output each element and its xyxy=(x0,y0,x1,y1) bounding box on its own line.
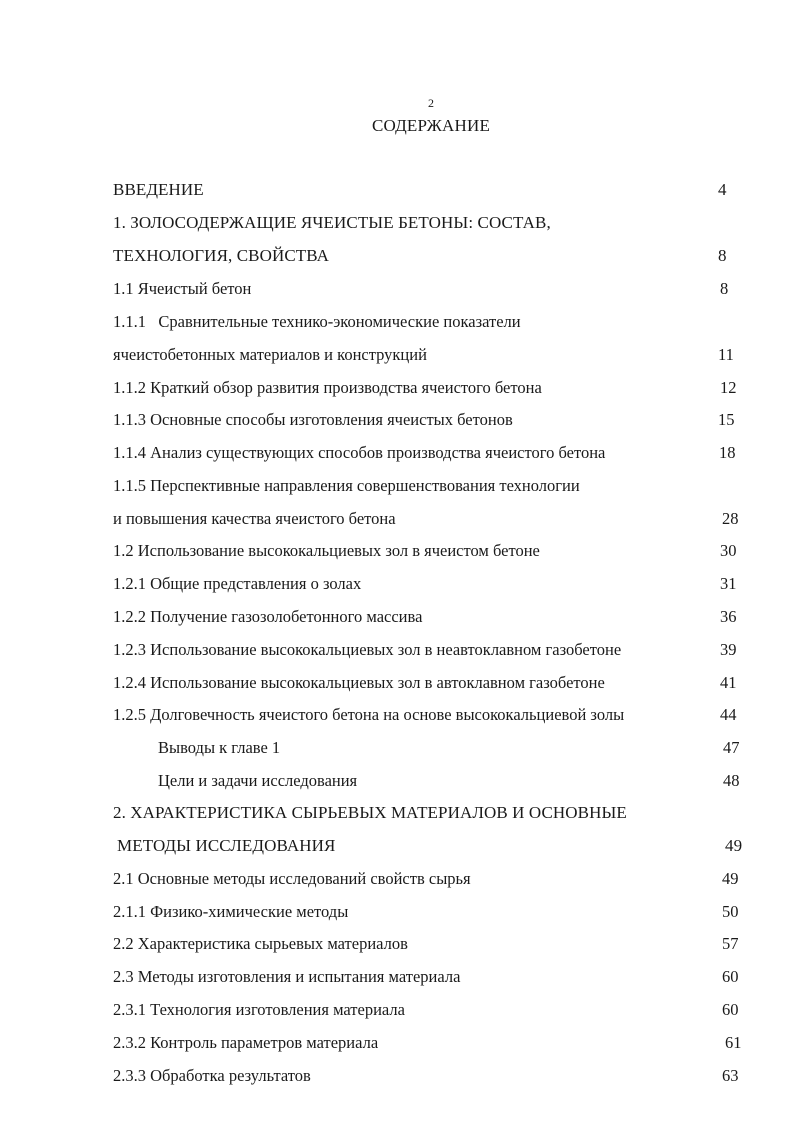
toc-entry xyxy=(0,277,793,301)
toc-entry-text: 1.1.4 Анализ существующих способов производства ячеистого бетона xyxy=(113,443,606,462)
toc-entry xyxy=(0,1064,793,1088)
toc-entry xyxy=(0,998,793,1022)
toc-entry-page: 49 xyxy=(725,836,743,855)
toc-entry-page: 12 xyxy=(720,378,737,397)
toc-entry xyxy=(0,801,793,825)
toc-entry-text: 1. ЗОЛОСОДЕРЖАЩИЕ ЯЧЕИСТЫЕ БЕТОНЫ: СОСТАВ, xyxy=(113,213,551,232)
toc-entry-text: 1.2.5 Долговечность ячеистого бетона на основе высококальциевой золы xyxy=(113,705,625,724)
toc-entry-text: 1.2 Использование высококальциевых зол в ячеистом бетоне xyxy=(113,541,540,560)
toc-entry-text: 2.2 Характеристика сырьевых материалов xyxy=(113,934,408,953)
toc-entry-page: 61 xyxy=(725,1033,742,1052)
toc-entry-page: 50 xyxy=(722,902,739,921)
toc-entry xyxy=(0,310,793,334)
toc-entry-page: 41 xyxy=(720,673,737,692)
toc-entry xyxy=(0,867,793,891)
toc-entry-text: ВВЕДЕНИЕ xyxy=(113,180,204,199)
toc-entry xyxy=(0,769,793,793)
toc-entry xyxy=(0,376,793,400)
toc-entry-page: 8 xyxy=(720,279,729,298)
toc-entry-text: 1.2.3 Использование высококальциевых зол в неавтоклавном газобетоне xyxy=(113,640,622,659)
toc-entry-text: 2.3 Методы изготовления и испытания материала xyxy=(113,967,461,986)
toc-entry-text: 1.1.1 Сравнительные технико-экономические показатели xyxy=(113,312,521,331)
toc-entry-page: 57 xyxy=(722,934,739,953)
toc-entry-text: 2. ХАРАКТЕРИСТИКА СЫРЬЕВЫХ МАТЕРИАЛОВ И ОСНОВНЫЕ xyxy=(113,803,627,822)
toc-entry xyxy=(0,965,793,989)
toc-entry xyxy=(0,736,793,760)
toc-entry-text: 1.1.3 Основные способы изготовления ячеистых бетонов xyxy=(113,410,513,429)
toc-entry-page: 15 xyxy=(718,410,735,429)
toc-entry-text: ячеистобетонных материалов и конструкций xyxy=(113,345,427,364)
toc-entry-text: 1.2.4 Использование высококальциевых зол в автоклавном газобетоне xyxy=(113,673,605,692)
toc-entry xyxy=(0,671,793,695)
toc-entry xyxy=(0,703,793,727)
toc-entry-text: 2.3.1 Технология изготовления материала xyxy=(113,1000,405,1019)
toc-entry xyxy=(0,900,793,924)
toc-entry-text: 1.1 Ячеистый бетон xyxy=(113,279,252,298)
toc-entry-text: 2.1 Основные методы исследований свойств сырья xyxy=(113,869,471,888)
toc-entry-text: 2.3.2 Контроль параметров материала xyxy=(113,1033,379,1052)
toc-entry-page: 28 xyxy=(722,509,739,528)
toc-entry xyxy=(0,605,793,629)
toc-entry-page: 47 xyxy=(723,738,740,757)
toc-entry-text: 1.2.2 Получение газозолобетонного массива xyxy=(113,607,423,626)
toc-entry xyxy=(0,834,793,858)
page-title: СОДЕРЖАНИЕ xyxy=(371,116,491,135)
toc-entry-page: 11 xyxy=(718,345,734,364)
toc-entry-text: ТЕХНОЛОГИЯ, СВОЙСТВА xyxy=(113,246,330,265)
toc-entry-page: 44 xyxy=(720,705,737,724)
toc-entry-text: 1.1.5 Перспективные направления совершенствования технологии xyxy=(113,476,580,495)
toc-entry-page: 60 xyxy=(722,1000,739,1019)
toc-entry xyxy=(0,441,793,465)
toc-entry xyxy=(0,932,793,956)
toc-entry-text: 1.1.2 Краткий обзор развития производства ячеистого бетона xyxy=(113,378,542,397)
toc-entry-page: 31 xyxy=(720,574,737,593)
toc-entry-text: и повышения качества ячеистого бетона xyxy=(113,509,396,528)
page-number: 2 xyxy=(428,96,434,110)
toc-entry-page: 49 xyxy=(722,869,739,888)
toc-entry xyxy=(0,638,793,662)
toc-entry-page: 60 xyxy=(722,967,739,986)
toc-entry-text: Выводы к главе 1 xyxy=(158,738,281,757)
toc-entry-page: 8 xyxy=(718,246,727,265)
toc-entry-page: 18 xyxy=(719,443,736,462)
toc-entry-text: 2.1.1 Физико-химические методы xyxy=(113,902,349,921)
toc-entry xyxy=(0,408,793,432)
toc-entry xyxy=(0,507,793,531)
toc-entry-page: 39 xyxy=(720,640,737,659)
toc-entry xyxy=(0,211,793,235)
toc-entry-page: 36 xyxy=(720,607,737,626)
toc-entry-page: 4 xyxy=(718,180,727,199)
toc-entry-text: Цели и задачи исследования xyxy=(158,771,358,790)
toc-entry-text: 2.3.3 Обработка результатов xyxy=(113,1066,311,1085)
toc-entry-text: 1.2.1 Общие представления о золах xyxy=(113,574,362,593)
toc-entry-page: 63 xyxy=(722,1066,739,1085)
toc-entry xyxy=(0,539,793,563)
toc-entry-page: 30 xyxy=(720,541,737,560)
toc-entry xyxy=(0,572,793,596)
toc-entry xyxy=(0,474,793,498)
toc-entry xyxy=(0,1031,793,1055)
toc-entry xyxy=(0,178,793,202)
toc-entry-text: МЕТОДЫ ИССЛЕДОВАНИЯ xyxy=(117,836,336,855)
toc-entry xyxy=(0,244,793,268)
toc-entry xyxy=(0,343,793,367)
toc-entry-page: 48 xyxy=(723,771,740,790)
